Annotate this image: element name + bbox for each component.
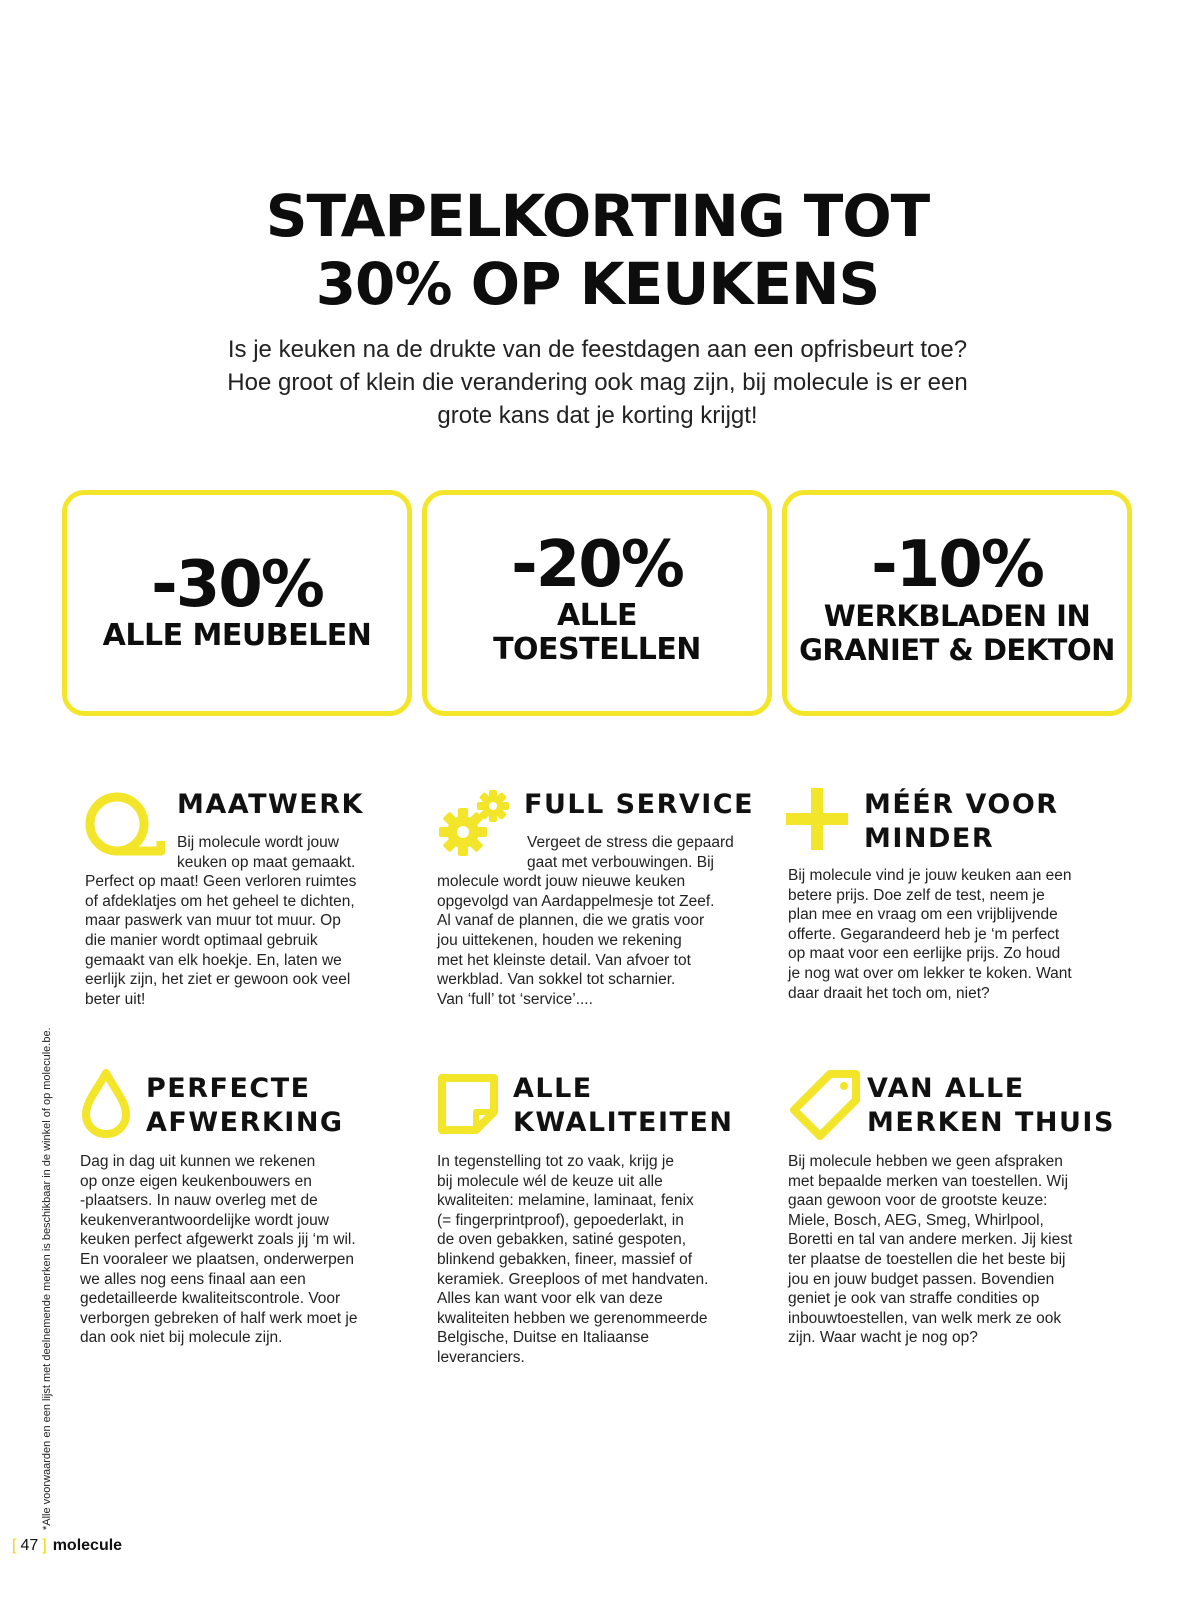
- discount-label: [67, 619, 407, 653]
- text-line: gaat met verbouwingen. Bij: [527, 853, 714, 871]
- intro-paragraph: [150, 333, 1045, 432]
- text-line: die manier wordt optimaal gebruik: [85, 931, 318, 949]
- feature-title-line: MAATWERK: [177, 789, 364, 820]
- text-line: gaan gewoon voor de grootste keuze:: [788, 1192, 1048, 1210]
- discount-label-line: WERKBLADEN IN: [823, 599, 1091, 633]
- text-line: Bij molecule vind je jouw keuken aan een: [788, 867, 1072, 884]
- discount-percent: -30%: [151, 548, 323, 622]
- text-line: Van ‘full’ tot ‘service’....: [437, 990, 593, 1008]
- feature-title-perfecte-afwerking: [146, 1072, 344, 1140]
- text-line: Dag in dag uit kunnen we rekenen: [80, 1153, 316, 1170]
- text-line: molecule wordt jouw nieuwe keuken: [437, 873, 686, 891]
- feature-text-full-service: [437, 833, 734, 1009]
- text-line: op onze eigen keukenbouwers en: [80, 1172, 312, 1190]
- text-line: dan ook niet bij molecule zijn.: [80, 1329, 283, 1347]
- text-line: kwaliteiten hebben we gerenommeerde: [437, 1309, 708, 1327]
- title-line: STAPELKORTING TOT: [265, 182, 930, 250]
- text-line: met bepaalde merken van toestellen. Wij: [788, 1172, 1069, 1190]
- text-line: Al vanaf de plannen, die we gratis voor: [437, 912, 705, 930]
- text-line: Alles kan want voor elk van deze: [437, 1290, 663, 1308]
- text-line: gedetailleerde kwaliteitscontrole. Voor: [80, 1290, 341, 1308]
- text-line: offerte. Gegarandeerd heb je ‘m perfect: [788, 925, 1060, 943]
- text-line: daar draait het toch om, niet?: [788, 984, 990, 1002]
- text-line: Miele, Bosch, AEG, Smeg, Whirlpool,: [788, 1211, 1044, 1229]
- text-line: Vergeet de stress die gepaard: [527, 834, 734, 851]
- intro-line: Hoe groot of klein die verandering ook mag zijn, bij molecule is er een: [227, 369, 968, 396]
- feature-title-full-service: [524, 788, 754, 822]
- text-line: leveranciers.: [437, 1348, 525, 1366]
- discount-label-line: ALLE: [557, 598, 637, 633]
- text-line: de oven gebakken, satiné gespoten,: [437, 1231, 687, 1249]
- feature-text-perfecte-afwerking: [80, 1152, 357, 1348]
- text-line: keramiek. Greeploos of met handvaten.: [437, 1270, 709, 1288]
- feature-title-line: ALLE: [513, 1073, 593, 1104]
- text-line: Perfect op maat! Geen verloren ruimtes: [85, 873, 357, 891]
- text-line: kwaliteiten: melamine, laminaat, fenix: [437, 1192, 694, 1210]
- text-line: Bij molecule wordt jouw: [177, 834, 339, 851]
- text-line: of afdeklatjes om het geheel te dichten,: [85, 892, 355, 910]
- discount-label-line: ALLE MEUBELEN: [102, 618, 372, 653]
- feature-text-van-alle-merken-thuis: [788, 1152, 1072, 1348]
- feature-title-van-alle-merken-thuis: [867, 1072, 1115, 1140]
- text-line: Bij molecule hebben we geen afspraken: [788, 1153, 1063, 1170]
- text-line: maar paswerk van muur tot muur. Op: [85, 912, 341, 930]
- discount-box-furniture: [62, 490, 412, 716]
- feature-title-maatwerk: [177, 788, 364, 822]
- text-line: verborgen gebreken of half werk moet je: [80, 1309, 358, 1327]
- intro-line: grote kans dat je korting krijgt!: [437, 402, 758, 429]
- text-line: opgevolgd van Aardappelmesje tot Zeef.: [437, 892, 715, 910]
- text-line: op maat voor een eerlijke prijs. Zo houd: [788, 945, 1061, 963]
- discount-percent: -20%: [511, 528, 683, 602]
- feature-title-line: AFWERKING: [146, 1107, 344, 1138]
- page-footer: [12, 1537, 122, 1555]
- text-line: we alles nog eens finaal aan een: [80, 1270, 306, 1288]
- feature-title-alle-kwaliteiten: [513, 1072, 734, 1140]
- discount-box-worktops: [782, 490, 1132, 716]
- plus-icon: [786, 788, 848, 850]
- feature-title-line: VAN ALLE: [867, 1073, 1025, 1104]
- text-line: plan mee en vraag om een vrijblijvende: [788, 906, 1058, 924]
- text-line: geniet je ook van straffe condities op: [788, 1290, 1040, 1308]
- feature-title-line: MINDER: [864, 823, 995, 854]
- text-line: keuken perfect afgewerkt zoals jij ‘m wil.: [80, 1231, 356, 1249]
- text-line: bij molecule wél de keuze uit alle: [437, 1172, 663, 1190]
- drop-icon: [80, 1068, 132, 1138]
- text-line: beter uit!: [85, 990, 146, 1008]
- discount-box-appliances: [422, 490, 772, 716]
- text-line: In tegenstelling tot zo vaak, krijg je: [437, 1153, 674, 1170]
- text-line: blinkend gebakken, fineer, massief of: [437, 1250, 693, 1268]
- feature-title-meer-voor-minder: [864, 788, 1059, 856]
- title-line: 30% OP KEUKENS: [315, 250, 880, 318]
- sample-swatch-icon: [436, 1072, 500, 1136]
- discount-label: [787, 599, 1127, 667]
- text-line: je nog wat over om lekker te koken. Want: [788, 964, 1072, 982]
- bracket-left: [: [12, 1537, 17, 1554]
- text-line: Boretti en tal van andere merken. Jij kiest: [788, 1231, 1073, 1249]
- text-line: inbouwtoestellen, van welk merk ze ook: [788, 1309, 1062, 1327]
- intro-line: Is je keuken na de drukte van de feestdagen aan een opfrisbeurt toe?: [227, 336, 968, 363]
- page-number: 47: [20, 1537, 39, 1554]
- text-line: betere prijs. Doe zelf de test, neem je: [788, 886, 1045, 904]
- conditions-note: *Alle voorwaarden en een lijst met deelnemende merken is beschikbaar in de winkel of op molecule.be.: [41, 1027, 53, 1530]
- feature-title-line: MÉÉR VOOR: [864, 789, 1059, 820]
- price-tag-icon: [786, 1068, 862, 1144]
- text-line: Belgische, Duitse en Italiaanse: [437, 1329, 649, 1347]
- feature-title-line: PERFECTE: [146, 1073, 311, 1104]
- text-line: keuken op maat gemaakt.: [177, 853, 356, 871]
- discount-label-line: TOESTELLEN: [493, 632, 701, 667]
- brand-name: molecule: [52, 1537, 123, 1554]
- text-line: gemaakt van elk hoekje. En, laten we: [85, 951, 342, 969]
- text-line: En vooraleer we plaatsen, onderwerpen: [80, 1250, 355, 1268]
- discount-label: [427, 599, 767, 667]
- text-line: (= fingerprintproof), gepoederlakt, in: [437, 1211, 684, 1229]
- discount-label-line: GRANIET & DEKTON: [799, 633, 1115, 667]
- text-line: zijn. Waar wacht je nog op?: [788, 1329, 978, 1347]
- feature-title-line: MERKEN THUIS: [867, 1107, 1115, 1138]
- discount-percent: -10%: [871, 528, 1043, 602]
- feature-title-line: KWALITEITEN: [513, 1107, 734, 1138]
- feature-text-maatwerk: [85, 833, 356, 1009]
- text-line: keukenverantwoordelijke wordt jouw: [80, 1211, 329, 1229]
- page-title: [0, 182, 1195, 318]
- bracket-right: ]: [42, 1537, 47, 1554]
- text-line: met het kleinste detail. Van afvoer tot: [437, 951, 691, 969]
- feature-text-alle-kwaliteiten: [437, 1152, 708, 1368]
- feature-title-line: FULL SERVICE: [524, 789, 755, 820]
- text-line: -plaatsers. In nauw overleg met de: [80, 1192, 318, 1210]
- text-line: ter plaatse de toestellen die het beste bij: [788, 1250, 1066, 1268]
- feature-text-meer-voor-minder: [788, 866, 1072, 1003]
- text-line: werkblad. Van sokkel tot scharnier.: [437, 971, 676, 989]
- text-line: jou en jouw budget passen. Bovendien: [788, 1270, 1055, 1288]
- text-line: jou uittekenen, houden we rekening: [437, 931, 682, 949]
- text-line: eerlijk zijn, het ziet er gewoon ook veel: [85, 971, 351, 989]
